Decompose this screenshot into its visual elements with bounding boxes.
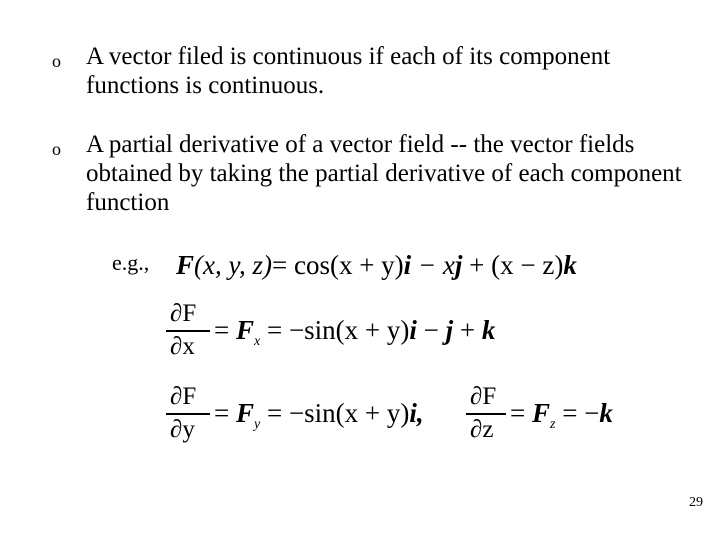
eq3-F: F bbox=[235, 398, 254, 428]
equation-partial-x bbox=[214, 315, 495, 357]
eq2-rest: = −sin(x + y) bbox=[260, 315, 410, 345]
eq2-j: j bbox=[445, 315, 454, 345]
eq4-k: k bbox=[599, 398, 613, 428]
fraction-dF-dz bbox=[466, 383, 506, 445]
frac3-numerator: ∂F bbox=[170, 383, 197, 410]
eq2-k: k bbox=[481, 315, 496, 345]
frac4-denominator: ∂z bbox=[470, 416, 494, 443]
bullet-marker-1: o bbox=[52, 51, 61, 71]
eq2-plus: + bbox=[453, 315, 482, 345]
eq1-args: (x, y, z) bbox=[194, 250, 272, 280]
eq1-j: j bbox=[454, 250, 463, 280]
frac2-numerator: ∂F bbox=[170, 300, 197, 327]
eq1-F: F bbox=[176, 250, 195, 280]
frac4-numerator: ∂F bbox=[470, 383, 497, 410]
frac3-denominator: ∂y bbox=[170, 416, 195, 443]
equation-partial-z bbox=[510, 398, 613, 440]
eq2-F: F bbox=[235, 315, 254, 345]
frac4-bar bbox=[466, 413, 506, 415]
bullet-text-2: A partial derivative of a vector field -- the vector fields obtained by taking the partial derivative of each component function bbox=[86, 131, 682, 216]
eq1-i: i bbox=[403, 250, 412, 280]
eq2-i: i bbox=[409, 315, 417, 345]
eq1-rhs: = cos(x + y) bbox=[271, 250, 404, 280]
eq3-eq: = bbox=[214, 398, 236, 428]
frac3-bar bbox=[166, 413, 210, 415]
fraction-dF-dx bbox=[166, 300, 210, 362]
eq2-eq: = bbox=[214, 315, 236, 345]
eq1-tail: + (x − z) bbox=[462, 250, 564, 280]
bullet-text-1: A vector filed is continuous if each of its component functions is continuous. bbox=[86, 43, 611, 99]
fraction-dF-dy bbox=[166, 383, 210, 445]
eq1-mid: − x bbox=[411, 250, 455, 280]
eq4-F: F bbox=[531, 398, 550, 428]
eq3-i: i, bbox=[409, 398, 424, 428]
eq4-sub: z bbox=[550, 417, 556, 432]
eq4-rest: = − bbox=[555, 398, 600, 428]
example-label: e.g., bbox=[112, 250, 150, 275]
eq3-rest: = −sin(x + y) bbox=[260, 398, 410, 428]
frac2-denominator: ∂x bbox=[170, 333, 195, 360]
eq3-sub: y bbox=[254, 417, 261, 432]
frac2-bar bbox=[166, 330, 210, 332]
eq4-eq: = bbox=[510, 398, 532, 428]
eq2-minus: − bbox=[416, 315, 446, 345]
eq2-sub: x bbox=[254, 334, 261, 349]
equation-vector-field bbox=[176, 250, 577, 280]
bullet-marker-2: o bbox=[52, 139, 61, 159]
equation-partial-y bbox=[214, 398, 424, 440]
eq1-k: k bbox=[563, 250, 577, 280]
page-number: 29 bbox=[689, 495, 703, 510]
